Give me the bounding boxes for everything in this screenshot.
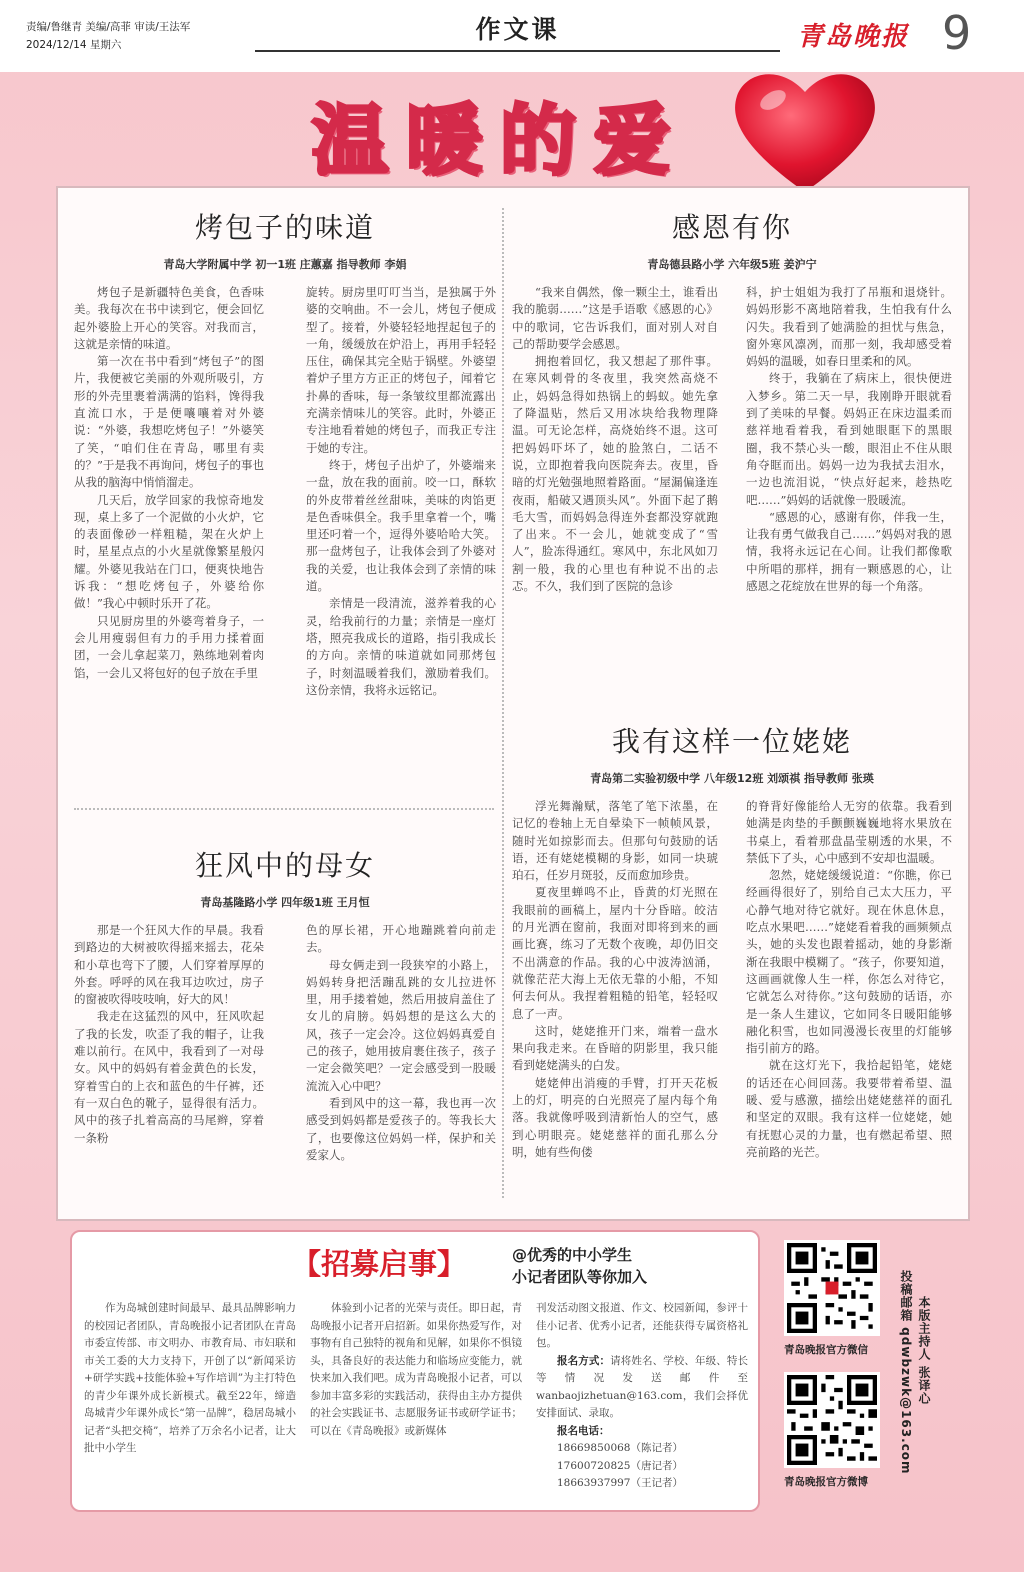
paragraph: 刊发活动图文报道、作文、校园新闻，参评十佳小记者、优秀小记者，还能获得专属资格礼包。 xyxy=(536,1302,748,1349)
paragraph: 的脊背好像能给人无穷的依靠。我看到她满是肉垫的手颤颤巍巍地将水果放在书桌上，看着那盘晶莹剔透的水果，不禁低下了头，心中感到不安却也温暖。 xyxy=(746,799,952,865)
paragraph: 第一次在书中看到“烤包子”的图片，我便被它美丽的外观所吸引，方形的外壳里裹着满满的馅料，馋得我直流口水，于是便嚷嚷着对外婆说：“外婆，我想吃烤包子！”外婆笑了笑，“咱们住在青岛，哪里有卖的？”于是我不再询问，烤包子的事也从我的脑海中悄悄溜走。 xyxy=(74,354,264,490)
banner-title: 温暖的爱 xyxy=(312,96,688,185)
article-byline: 青岛第二实验初级中学 八年级12班 刘颂祺 指导教师 张瑛 xyxy=(590,772,874,785)
paragraph: 旋转。厨房里叮叮当当，是独属于外婆的交响曲。不一会儿，烤包子便成型了。接着，外婆轻轻地捏起包子的一角，缓缓放在炉沿上，再用手轻轻压住，确保其完全贴于锅壁。外婆望着炉子里方方正正的烤包子，闻着它扑鼻的香味，每一条皱纹里都流露出充满亲情味儿的笑容。此时，外婆正专注地看着她的烤包子，而我正专注于她的专注。 xyxy=(306,285,496,455)
phone-number[interactable]: 17600720825（唐记者） xyxy=(557,1459,683,1472)
recruit-sub1: @优秀的中小学生 xyxy=(512,1246,633,1264)
recruit-column xyxy=(310,1300,522,1493)
paragraph: 我走在这猛烈的风中，狂风吹起了我的长发，吹歪了我的帽子，让我难以前行。在风中，我看到了一对母女。风中的妈妈有着金黄色的长发，穿着雪白的上衣和蓝色的牛仔裤，还有一双白色的靴子，显得很有活力。风中的孩子扎着高高的马尾辫，穿着一条粉 xyxy=(74,1009,264,1145)
article-kaobaozi xyxy=(74,206,496,814)
recruit-title: 【招募启事】 xyxy=(292,1247,467,1281)
article-title: 狂风中的母女 xyxy=(194,849,375,882)
editor-info xyxy=(26,18,190,54)
wechat-caption: 青岛晚报官方微信 xyxy=(784,1344,868,1356)
article-title: 我有这样一位姥姥 xyxy=(611,725,852,758)
paragraph: 烤包子是新疆特色美食，色香味美。我每次在书中读到它，便会回忆起外婆脸上开心的笑容。对我而言，这就是亲情的味道。 xyxy=(74,285,264,351)
paragraph: 色的厚长裙，开心地蹦跳着向前走去。 xyxy=(306,923,496,955)
article-byline: 青岛基隆路小学 四年级1班 王月恒 xyxy=(200,896,370,909)
section-title: 作文课 xyxy=(475,15,560,44)
paragraph: 浮光舞瀚赋，落笔了笔下浓墨，在记忆的卷轴上无自晕染下一帧帧风景，随时光如掠影而去。但那句句鼓励的话语，还有姥姥模糊的身影，如同一块琥珀石，任岁月斑驳，反而愈加珍贵。 xyxy=(512,799,718,883)
submission-email[interactable]: 投稿邮箱 qdwbzwk@163.com xyxy=(899,1270,913,1475)
article-title: 感恩有你 xyxy=(671,211,792,244)
phone-number[interactable]: 18663937997（王记者） xyxy=(557,1477,683,1489)
recruit-column xyxy=(84,1300,296,1493)
article-column xyxy=(746,798,952,1214)
paragraph: 作为岛城创建时间最早、最具品牌影响力的校园记者团队，青岛晚报小记者团队在青岛市委宣传部、市文明办、市教育局、市妇联和市关工委的大力支持下，开创了以“新闻采访+研学实践+技能体验+写作培训”为主打特色的青少年课外成长新模式。截至22年，缔造岛城青少年课外成长“第一品牌”，稳居岛城小记者“头把交椅”，培养了万余名小记者，让大批中小学生 xyxy=(84,1302,296,1454)
header-rule xyxy=(255,50,780,52)
paragraph: 看到风中的这一幕，我也再一次感受到妈妈都是爱孩子的。等我长大了，也要像这位妈妈一样，保护和关爱家人。 xyxy=(306,1095,496,1162)
article-column xyxy=(306,922,496,1202)
paragraph: 姥姥伸出消瘦的手臂，打开天花板上的灯，明亮的白光照亮了屋内每个角落。我就像呼吸到清新怡人的空气，感到心明眼亮。姥姥慈祥的面孔那么分明，她有些佝偻 xyxy=(512,1075,718,1159)
paragraph: 就在这灯光下，我拾起铅笔，姥姥的话还在心间回荡。我要带着希望、温暖、爱与感激，描绘出姥姥慈祥的面孔和坚定的双眼。我有这样一位姥姥，她有抚慰心灵的力量，也有燃起希望、照亮前路的光芒。 xyxy=(746,1058,952,1159)
side-panel xyxy=(770,1230,1024,1572)
paragraph: 终于，烤包子出炉了，外婆端来一盘，放在我的面前。咬一口，酥软的外皮带着丝丝甜味，美味的肉馅更是色香味俱全。我手里拿着一个，嘴里还叼着一个，逗得外婆哈哈大笑。那一盘烤包子，让我体会到了外婆对我的关爱，也让我体会到了亲情的味道。 xyxy=(306,457,496,594)
page-number: 9 xyxy=(942,6,972,60)
article-column xyxy=(512,798,718,1214)
phone-label: 报名电话： xyxy=(557,1424,610,1437)
heart-icon xyxy=(725,60,885,200)
recruit-subtitle xyxy=(512,1244,647,1288)
paragraph: 忽然，姥姥缓缓说道：“你瞧，你已经画得很好了，别给自己太大压力，平心静气地对待它就好。现在休息休息，吃点水果吧……”姥姥看着我的画频频点头，她的头发也跟着摇动，她的身影渐渐在我眼中模糊了。“孩子，你要知道，这画画就像人生一样，你怎么对待它，它就怎么对待你。”这句鼓励的话语，亦是一条人生建议，它如同冬日暖阳能够融化积雪，也如同漫漫长夜里的灯能够指引前方的路。 xyxy=(746,868,952,1056)
recruit-sub2: 小记者团队等你加入 xyxy=(512,1268,648,1286)
editors-line: 责编/鲁继青 美编/高菲 审读/王法军 xyxy=(26,21,191,33)
section-divider xyxy=(74,808,494,810)
article-byline: 青岛德县路小学 六年级5班 姜沪宁 xyxy=(647,258,817,271)
paragraph: 只见厨房里的外婆弯着身子，一会儿用瘦弱但有力的手用力揉着面团，一会儿拿起菜刀，熟练地剁着肉馅，一会儿又将包好的包子放在手里 xyxy=(74,613,264,680)
newspaper-logo: 青岛晚报 xyxy=(797,22,910,52)
article-column xyxy=(74,284,264,814)
article-column xyxy=(306,284,496,814)
article-ganen xyxy=(512,206,952,654)
paragraph: 科，护士姐姐为我打了吊瓶和退烧针。妈妈形影不离地陪着我，生怕我有什么闪失。我看到了她满脸的担忧与焦急，窗外寒风凛冽，而那一刻，我却感受着妈妈的温暖，如春日里柔和的风。 xyxy=(746,285,952,369)
paragraph: 夏夜里蝉鸣不止，昏黄的灯光照在我眼前的画稿上，屋内十分昏暗。皎洁的月光洒在窗前，我面对即将到来的画画比赛，练习了无数个夜晚，却仍旧交不出满意的作品。我的心中波涛汹涌，就像茫茫大海上无依无靠的小船，不知何去何从。我捏着粗糙的铅笔，轻轻叹息了一声。 xyxy=(512,885,718,1021)
recruit-column xyxy=(536,1300,748,1493)
wechat-qr-code[interactable] xyxy=(784,1240,880,1336)
article-title: 烤包子的味道 xyxy=(194,211,375,244)
article-paper xyxy=(56,186,970,1221)
weibo-caption: 青岛晚报官方微博 xyxy=(784,1476,868,1488)
article-byline: 青岛大学附属中学 初一1班 庄蕙嘉 指导教师 李娟 xyxy=(163,258,407,271)
paragraph: 几天后，放学回家的我惊奇地发现，桌上多了一个泥做的小火炉，它的表面像砂一样粗糙，架在火炉上时，星星点点的小火星就像繁星般闪耀。外婆见我站在门口，便爽快地告诉我：“想吃烤包子，外婆给你做！”我心中顿时乐开了花。 xyxy=(74,492,264,611)
paragraph: 那是一个狂风大作的早晨。我看到路边的大树被吹得摇来摇去，花朵和小草也弯下了腰，人们穿着厚厚的外套。呼呼的风在我耳边吹过，房子的窗被吹得吱吱响，好大的风！ xyxy=(74,923,264,1007)
paragraph: 亲情是一段清流，滋养着我的心灵，给我前行的力量；亲情是一座灯塔，照亮我成长的道路，指引我成长的方向。亲情的味道就如同那烤包子，时刻温暖着我们，激励着我们。这份亲情，我将永远铭记。 xyxy=(306,596,496,697)
article-kuangfeng xyxy=(74,844,496,1202)
signup-label: 报名方式： xyxy=(557,1354,611,1367)
page-host: 本版主持人 张译心 xyxy=(917,1296,931,1406)
paragraph: “感恩的心，感谢有你，伴我一生，让我有勇气做我自己……”妈妈对我的恩情，我将永远记在心间。让我们都像歌中所唱的那样，拥有一颗感恩的心，让感恩之花绽放在世界的每一个角落。 xyxy=(746,509,952,594)
paragraph: “我来自偶然，像一颗尘土，谁看出我的脆弱……”这是手语歌《感恩的心》中的歌词，它告诉我们，面对别人对自己的帮助要学会感恩。 xyxy=(512,285,718,351)
article-laolao xyxy=(512,720,952,1214)
qr-code-icon xyxy=(787,1375,877,1465)
column-divider xyxy=(502,208,504,1198)
signup-text: 请将姓名、学校、年级、特长等情况发送邮件至wanbaojizhetuan@163.com，我们会择优安排面试、录取。 xyxy=(536,1354,749,1419)
paragraph: 这时，姥姥推开门来，端着一盘水果向我走来。在昏暗的阴影里，我只能看到姥姥满头的白发。 xyxy=(512,1023,718,1073)
date-line: 2024/12/14 星期六 xyxy=(26,39,122,51)
paragraph: 终于，我躺在了病床上，很快便进入梦乡。第二天一早，我刚睁开眼就看到了美味的早餐。妈妈正在床边温柔而慈祥地看着我，看到她眼眶下的黑眼圈，我不禁心头一酸，眼泪止不住从眼角夺眶而出。妈妈一边为我拭去泪水，一边也流泪说，“快点好起来，趁热吃吧……”妈妈的话就像一股暖流。 xyxy=(746,371,952,507)
phone-number[interactable]: 18669850068（陈记者） xyxy=(557,1442,683,1454)
paragraph: 拥抱着回忆，我又想起了那件事。在寒风刺骨的冬夜里，我突然高烧不止，妈妈急得如热锅上的蚂蚁。她先拿了降温贴，然后又用冰块给我物理降温。可无论怎样，高烧始终不退。这可把妈妈吓坏了，她的脸煞白，二话不说，立即抱着我向医院奔去。夜里，昏暗的灯光勉强地照着路面。“屋漏偏逢连夜雨，船破又遇顶头风”。外面下起了鹅毛大雪，而妈妈急得连外套都没穿就跑了出来。不一会儿，她就变成了“雪人”，脸冻得通红。寒风中，东北风如刀割一般，我的心里也有种说不出的忐忑。不久，我们到了医院的急诊 xyxy=(512,354,718,594)
article-column xyxy=(512,284,718,654)
recruitment-notice xyxy=(70,1230,760,1512)
article-column xyxy=(746,284,952,654)
paragraph: 体验到小记者的光荣与责任。即日起，青岛晚报小记者开启招新。如果你热爱写作，对事物有自己独特的视角和见解，如果你不惧镜头，具备良好的表达能力和临场应变能力，就快来加入我们吧。成为青岛晚报小记者，可以参加丰富多彩的实践活动，获得由主办方提供的社会实践证书、志愿服务证书或研学证书；可以在《青岛晚报》或新媒体 xyxy=(310,1302,522,1437)
article-column xyxy=(74,922,264,1202)
weibo-qr-code[interactable] xyxy=(784,1372,880,1468)
paragraph: 母女俩走到一段狭窄的小路上，妈妈转身把活蹦乱跳的女儿拉进怀里，用手搂着她，然后用披肩盖住了女儿的肩膀。妈妈想的是这么大的风，孩子一定会冷。这位妈妈真爱自己的孩子，她用披肩裹住孩子，孩子一定会微笑吧？一定会感受到一股暖流流入心中吧？ xyxy=(306,957,496,1093)
qr-code-icon xyxy=(787,1243,877,1333)
